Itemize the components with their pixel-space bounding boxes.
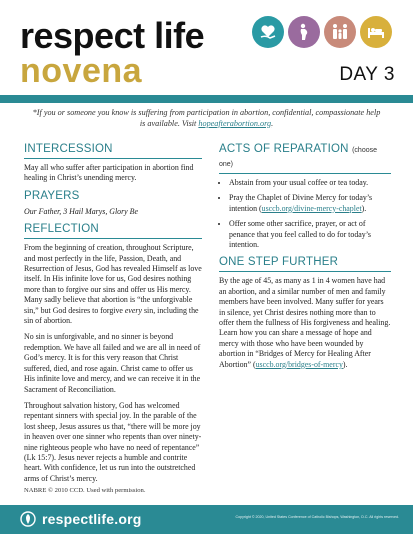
- family-icon: [324, 16, 356, 48]
- divine-mercy-chaplet-link[interactable]: usccb.org/divine-mercy-chaplet: [261, 203, 362, 213]
- intercession-text: May all who suffer after participation in abortion find healing in Christ’s unending mercy.: [24, 163, 194, 183]
- step-end: ).: [342, 359, 348, 369]
- pregnant-woman-icon: [288, 16, 320, 48]
- reparation-note: (choose one): [219, 147, 377, 168]
- reparation-heading: [219, 143, 391, 174]
- reflection-p1-emphasis: every: [124, 305, 142, 315]
- left-column: [24, 143, 202, 490]
- reparation-section: [219, 143, 391, 250]
- footer-logo: [20, 511, 141, 527]
- reflection-paragraph-1: [24, 243, 202, 326]
- intercession-section: [24, 143, 202, 184]
- prayers-section: [24, 190, 202, 217]
- reflection-section: [24, 223, 202, 484]
- nabre-credit: NABRE © 2010 CCD. Used with permission.: [24, 487, 146, 494]
- footer-url[interactable]: respectlife.org: [42, 511, 142, 527]
- reflection-heading: REFLECTION: [24, 223, 202, 239]
- reparation-list: [219, 178, 391, 250]
- reflection-p1-end: sin, including the sin of abortion.: [24, 305, 199, 326]
- intercession-heading: INTERCESSION: [24, 143, 202, 159]
- icon-row: [252, 16, 392, 48]
- header: [0, 0, 413, 96]
- reflection-paragraph-3: Throughout salvation history, God has welcomed repentant sinners with special joy. In the parable of the lost sheep, Jesus assures us that, “there will be more joy in heaven over one sinner who repents than over ninety-nine righteous people who have no need of repentance” (Lk 15:7). Jesus never rejects a humble and contrite heart. With confidence, let us run into the outstretched arms of Christ’s mercy.: [24, 400, 202, 483]
- help-notice: [30, 108, 383, 129]
- one-step-further-text: [219, 276, 391, 370]
- footer-copyright: Copyright © 2020, United States Conference of Catholic Bishops, Washington, D.C. All rights reserved.: [235, 515, 399, 519]
- reflection-paragraph-2: No sin is unforgivable, and no sinner is beyond redemption. We have all failed and we are all in need of God’s mercy. It is for this very reason that Christ suffered, died, and rose again. Christ came to offer us His infinite love and mercy, and we can receive it in the Sacrament of Reconciliation.: [24, 332, 201, 394]
- list-item: [229, 178, 391, 188]
- prayers-text: Our Father, 3 Hail Marys, Glory Be: [24, 206, 138, 216]
- list-item: [229, 193, 391, 214]
- prayers-heading: PRAYERS: [24, 189, 80, 202]
- reparation-item-1-text: Abstain from your usual coffee or tea today.: [229, 178, 369, 187]
- notice-end: .: [271, 118, 274, 128]
- bridges-of-mercy-link[interactable]: usccb.org/bridges-of-mercy: [255, 359, 343, 369]
- title-novena: novena: [20, 52, 143, 90]
- hopeafterabortion-link[interactable]: hopeafterabortion.org: [198, 118, 272, 128]
- rose-icon: [20, 511, 36, 527]
- header-divider: [0, 95, 413, 103]
- hospital-bed-icon: [360, 16, 392, 48]
- footer: [0, 505, 413, 534]
- reparation-item-2-text: Pray the Chaplet of Divine Mercy for today’s intention (: [229, 193, 373, 213]
- step-text: By the age of 45, as many as 1 in 4 women have had an abortion, and a similar number of men and family members have been involved. Many suffer for years in silence, yet Christ desires nothing more than to offer them the fullness of His forgiveness and healing. Learn how you can share a message of hope and mercy with those who have been wounded by abortion in “Bridges of Mercy for Healing After Abortion” (: [219, 276, 391, 369]
- one-step-further-heading: ONE STEP FURTHER: [219, 256, 391, 272]
- right-column: [219, 143, 391, 376]
- heart-hand-icon: [252, 16, 284, 48]
- reparation-heading-text: ACTS OF REPARATION: [219, 143, 349, 155]
- one-step-further-section: [219, 256, 391, 370]
- list-item: [229, 219, 391, 250]
- reparation-item-2-end: ).: [361, 203, 367, 213]
- day-label: DAY 3: [339, 64, 395, 85]
- reparation-item-3-text: Offer some other sacrifice, prayer, or act of penance that you feel called to do for today’s intention.: [229, 219, 371, 250]
- notice-text: *If you or someone you know is suffering from participation in abortion, confidential, compassionate help is available. Visit: [32, 108, 381, 128]
- title-respect-life: respect life: [20, 15, 205, 56]
- reflection-p1-text: From the beginning of creation, throughout Scripture, and most perfectly in the life, Passion, Death, and Resurrection of Jesus, God has revealed Himself as love itself. In His infinite love for us, God desires nothing more than to forgive our sins and offer us His mercy. Many sadly believe that abortion is “the unforgivable sin,” but God desires to forgive: [24, 243, 202, 315]
